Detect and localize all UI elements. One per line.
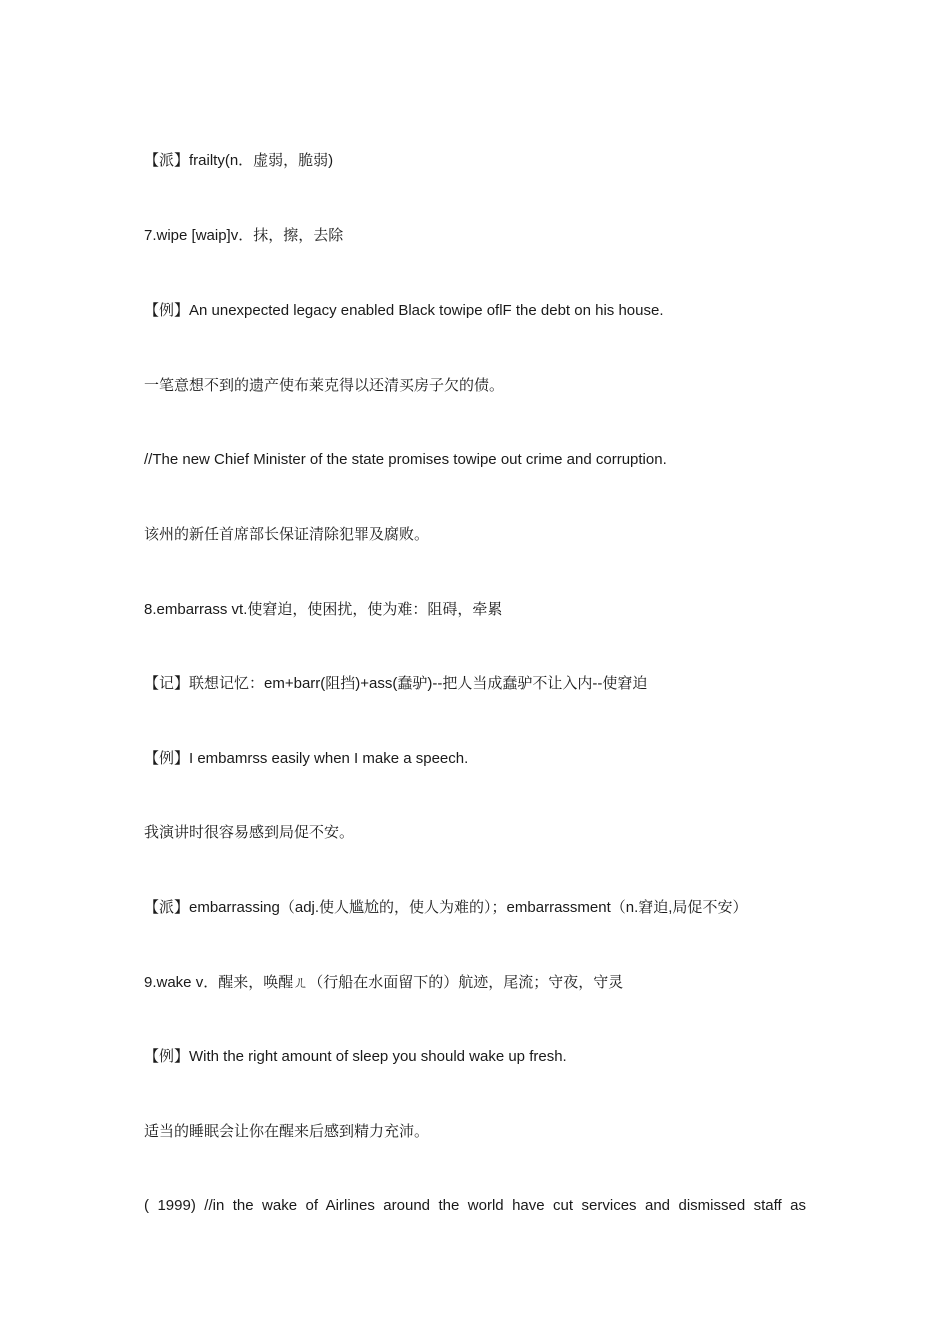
text-line: //The new Chief Minister of the state promises towipe out crime and corruption. [144, 451, 667, 468]
text-line: ( 1999) //in the wake of Airlines around the world have cut services and dismissed staff as [144, 1197, 806, 1214]
text-line: 【派】embarrassing（adj.使人尴尬的，使人为难的）；embarrassment（n.窘迫,局促不安） [144, 899, 748, 916]
text-line: 8.embarrass vt.使窘迫，使困扰，使为难：阻碍，牵累 [144, 601, 503, 618]
text-line: 该州的新任首席部长保证清除犯罪及腐败。 [144, 526, 430, 543]
text-line: 9.wake v．醒来，唤醒ㄦ（行船在水面留下的）航迹，尾流；守夜，守灵 [144, 974, 624, 991]
text-line: 7.wipe [waip]v．抹，擦，去除 [144, 227, 344, 244]
text-line: 一笔意想不到的遗产使布莱克得以还清买房子欠的债。 [144, 377, 505, 394]
text-line: 【例】With the right amount of sleep you should wake up fresh. [144, 1048, 567, 1065]
text-line: 【例】I embamrss easily when I make a speech. [144, 750, 469, 767]
text-line: 【例】An unexpected legacy enabled Black towipe oflF the debt on his house. [144, 302, 664, 319]
text-line: 我演讲时很容易感到局促不安。 [144, 824, 355, 841]
text-line: 【记】联想记忆：em+barr(阻挡)+ass(蠢驴)--把人当成蠢驴不让入内--使窘迫 [144, 675, 648, 692]
text-line: 适当的睡眠会让你在醒来后感到精力充沛。 [144, 1123, 430, 1140]
text-line: 【派】frailty(n．虚弱，脆弱) [144, 152, 334, 169]
